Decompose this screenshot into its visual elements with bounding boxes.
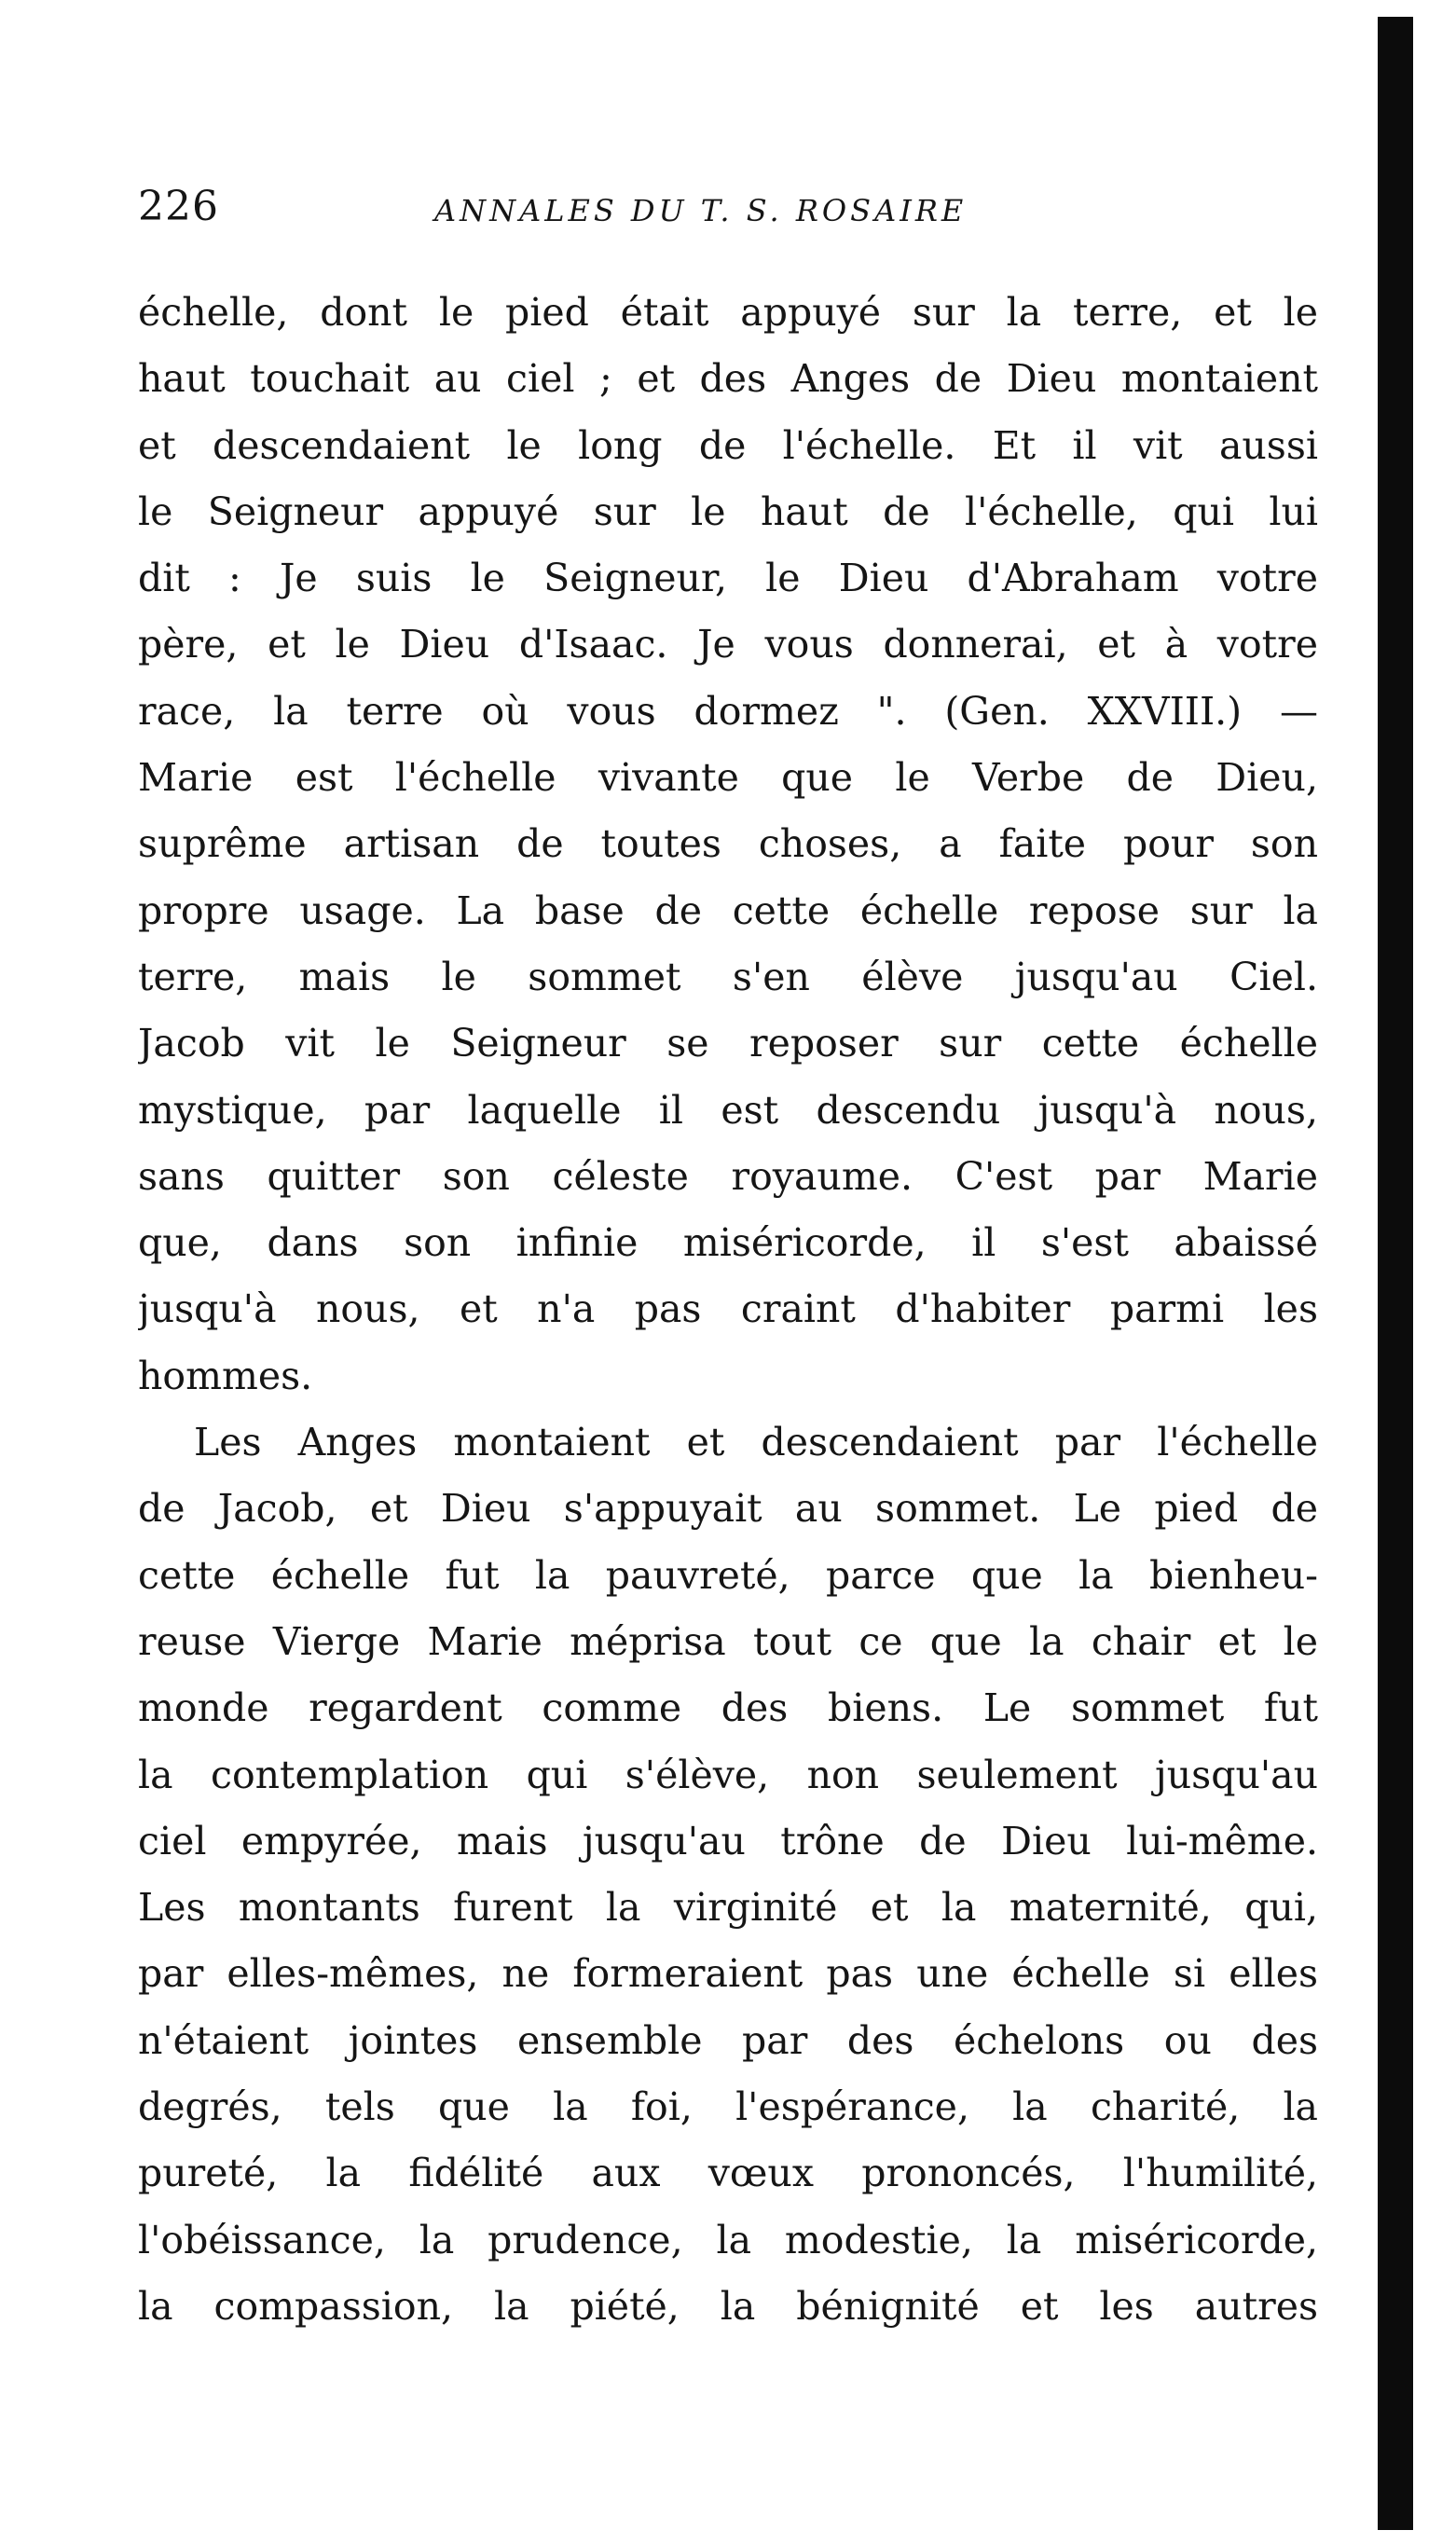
body-text <box>138 280 1318 2340</box>
running-title: ANNALES DU T. S. ROSAIRE <box>434 193 968 228</box>
text-line: monde regardent comme des biens. Le sommet fut <box>138 1685 1318 1731</box>
text-line: hommes. <box>138 1353 313 1398</box>
text-line: jusqu'à nous, et n'a pas craint d'habiter parmi les <box>138 1286 1318 1332</box>
text-line: suprême artisan de toutes choses, a faite pour son <box>138 821 1318 867</box>
paragraph-2 <box>138 1410 1318 2340</box>
text-line: mystique, par laquelle il est descendu jusqu'à nous, <box>138 1087 1318 1133</box>
text-line: la contemplation qui s'élève, non seulement jusqu'au <box>138 1752 1318 1797</box>
text-line: que, dans son infinie miséricorde, il s'est abaissé <box>138 1220 1318 1266</box>
text-line: l'obéissance, la prudence, la modestie, la miséricorde, <box>138 2217 1318 2262</box>
text-line: Les Anges montaient et descendaient par l'échelle <box>194 1420 1318 1465</box>
text-line: propre usage. La base de cette échelle repose sur la <box>138 887 1318 933</box>
text-line: terre, mais le sommet s'en élève jusqu'au Ciel. <box>138 954 1318 999</box>
text-line: Marie est l'échelle vivante que le Verbe de Dieu, <box>138 755 1318 801</box>
text-line: Les montants furent la virginité et la maternité, qui, <box>138 1885 1318 1931</box>
text-line: n'étaient jointes ensemble par des échelons ou des <box>138 2017 1318 2063</box>
paragraph-1 <box>138 280 1318 1410</box>
text-line: pureté, la fidélité aux vœux prononcés, l'humilité, <box>138 2151 1318 2196</box>
text-line: par elles-mêmes, ne formeraient pas une échelle si elles <box>138 1951 1318 1997</box>
page-number: 226 <box>138 183 219 230</box>
binding-edge-shadow <box>1378 17 1413 2530</box>
text-line: la compassion, la piété, la bénignité et les autres <box>138 2283 1318 2329</box>
text-line: de Jacob, et Dieu s'appuyait au sommet. Le pied de <box>138 1486 1318 1532</box>
page-header <box>138 179 1350 235</box>
text-line: reuse Vierge Marie méprisa tout ce que la chair et le <box>138 1618 1318 1664</box>
text-line: race, la terre où vous dormez ". (Gen. XXVIII.) — <box>138 688 1318 734</box>
text-line: échelle, dont le pied était appuyé sur la terre, et le <box>138 290 1318 335</box>
text-line: haut touchait au ciel ; et des Anges de Dieu montaient <box>138 356 1318 402</box>
text-line: et descendaient le long de l'échelle. Et il vit aussi <box>138 422 1318 468</box>
text-line: le Seigneur appuyé sur le haut de l'échelle, qui lui <box>138 488 1318 534</box>
text-line: dit : Je suis le Seigneur, le Dieu d'Abraham votre <box>138 556 1318 601</box>
text-line: cette échelle fut la pauvreté, parce que la bienheu- <box>138 1552 1318 1598</box>
text-line: sans quitter son céleste royaume. C'est par Marie <box>138 1153 1318 1199</box>
text-line: père, et le Dieu d'Isaac. Je vous donnerai, et à votre <box>138 622 1318 667</box>
text-line: degrés, tels que la foi, l'espérance, la charité, la <box>138 2084 1318 2130</box>
text-line: ciel empyrée, mais jusqu'au trône de Dieu lui-même. <box>138 1818 1318 1863</box>
text-line: Jacob vit le Seigneur se reposer sur cette échelle <box>138 1021 1318 1066</box>
